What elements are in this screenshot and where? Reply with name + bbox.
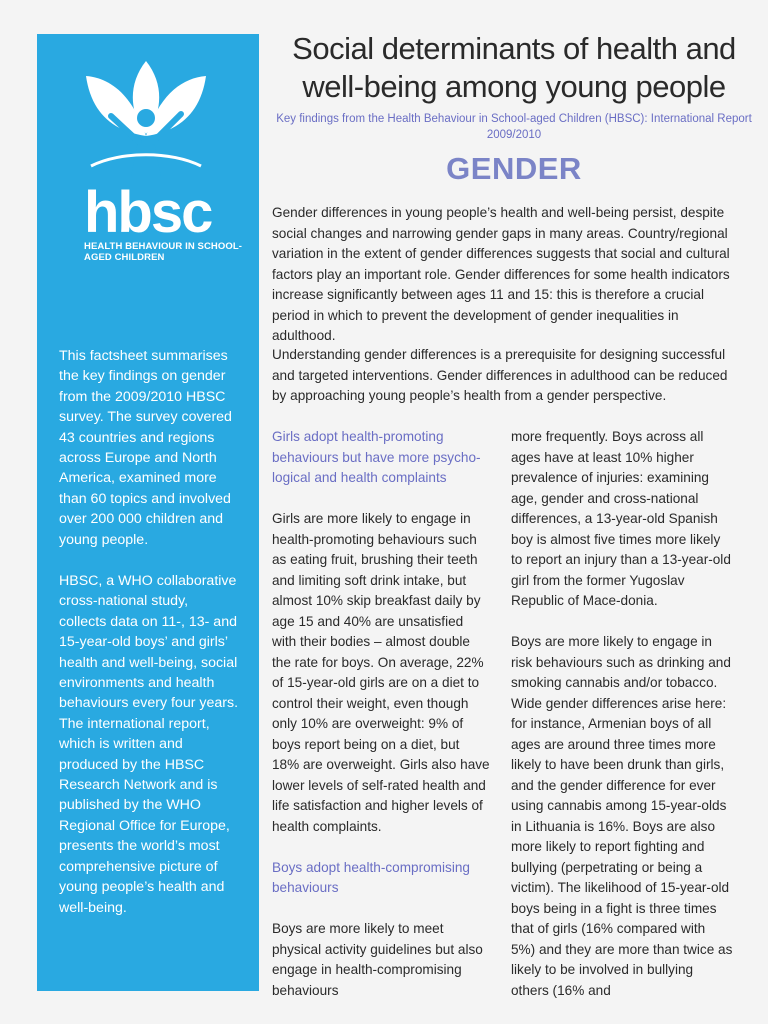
intro-paragraph-1: Gender differences in young people’s health and well-being persist, despite social changes and narrowing gender gaps in many areas. Country/regional variation in the extent of gender differences suggests that social and cultural factors play an important role. Gender differences for some health indicators increase significantly between ages 11 and 15: this is therefore a crucial period in which to prevent the development of gender inequalities in adulthood. bbox=[272, 205, 730, 343]
sidebar-panel bbox=[37, 34, 259, 991]
sidebar-paragraph-about: HBSC, a WHO collaborative cross-national study, collects data on 11-, 13- and 15-year-old boys’ and girls’ health and well-being, social environments and health behaviours every four years. The international report, which is written and produced by the HBSC Research Network and is published by the WHO Regional Office for Europe, presents the world’s most comprehensive picture of young people’s health and well-being. bbox=[59, 573, 239, 916]
sidebar-paragraph-summary: This factsheet summarises the key findings on gender from the 2009/2010 HBSC survey. The survey covered 43 countries and regions across Europe and North America, examined more than 60 topics and involved over 200 000 children and young people. bbox=[59, 348, 232, 548]
hbsc-logo-text: hbsc bbox=[84, 180, 212, 245]
right-column bbox=[511, 427, 733, 1022]
topic-heading: GENDER bbox=[446, 151, 582, 186]
intro-paragraph-2: Understanding gender differences is a prerequisite for designing successful and targeted interventions. Gender differences in adulthood can be reduced by approaching young people’s health from a gender perspective. bbox=[272, 347, 728, 403]
left-column bbox=[272, 427, 490, 1022]
paragraph-boys-risk: Boys are more likely to engage in risk behaviours such as drinking and smoking cannabis and/or tobacco. Wide gender differences arise here: for instance, Armenian boys of all ages are around three times more likely to have been drunk than girls, and the gender difference for ever using cannabis among 15-year-olds in Lithuania is 16%. Boys are also more likely to report fighting and bullying (perpetrating or being a victim). The likelihood of 15-year-old boys being in a fight is three times that of girls (16% compared with 5%) and they are more than twice as likely to be involved in bullying others (16% and bbox=[511, 634, 733, 998]
paragraph-boys-start: Boys are more likely to meet physical activity guidelines but also engage in health-compromising behaviours bbox=[272, 921, 483, 998]
hbsc-logo-subtitle: HEALTH BEHAVIOUR IN SCHOOL-AGED CHILDREN bbox=[84, 241, 243, 263]
section-heading-boys: Boys adopt health-compromising behaviours bbox=[272, 859, 470, 895]
page-title: Social determinants of health and well-being among young people bbox=[292, 31, 736, 104]
paragraph-boys-injuries: more frequently. Boys across all ages have at least 10% higher prevalence of injuries: examining age, gender and cross-national differences, a 13-year-old Spanish boy is almost five times more likely to report an injury than a 13-year-old girl from the former Yugoslav Republic of Mace-donia. bbox=[511, 429, 731, 608]
paragraph-girls: Girls are more likely to engage in health-promoting behaviours such as eating fruit, brushing their teeth and limiting soft drink intake, but almost 10% skip breakfast daily by age 15 and 40% are unsatisfied with their bodies – almost double the rate for boys. On average, 22% of 15-year-old girls are on a diet to control their weight, even though only 10% are overweight: 9% of boys report being on a diet, but 18% are overweight. Girls also have lower levels of self-rated health and life satisfaction and higher levels of health complaints. bbox=[272, 511, 490, 834]
page-subtitle: Key findings from the Health Behaviour in School-aged Children (HBSC): International Report 2009/2010 bbox=[276, 113, 752, 141]
section-heading-girls: Girls adopt health-promoting behaviours but have more psycho-logical and health complaints bbox=[272, 429, 481, 485]
